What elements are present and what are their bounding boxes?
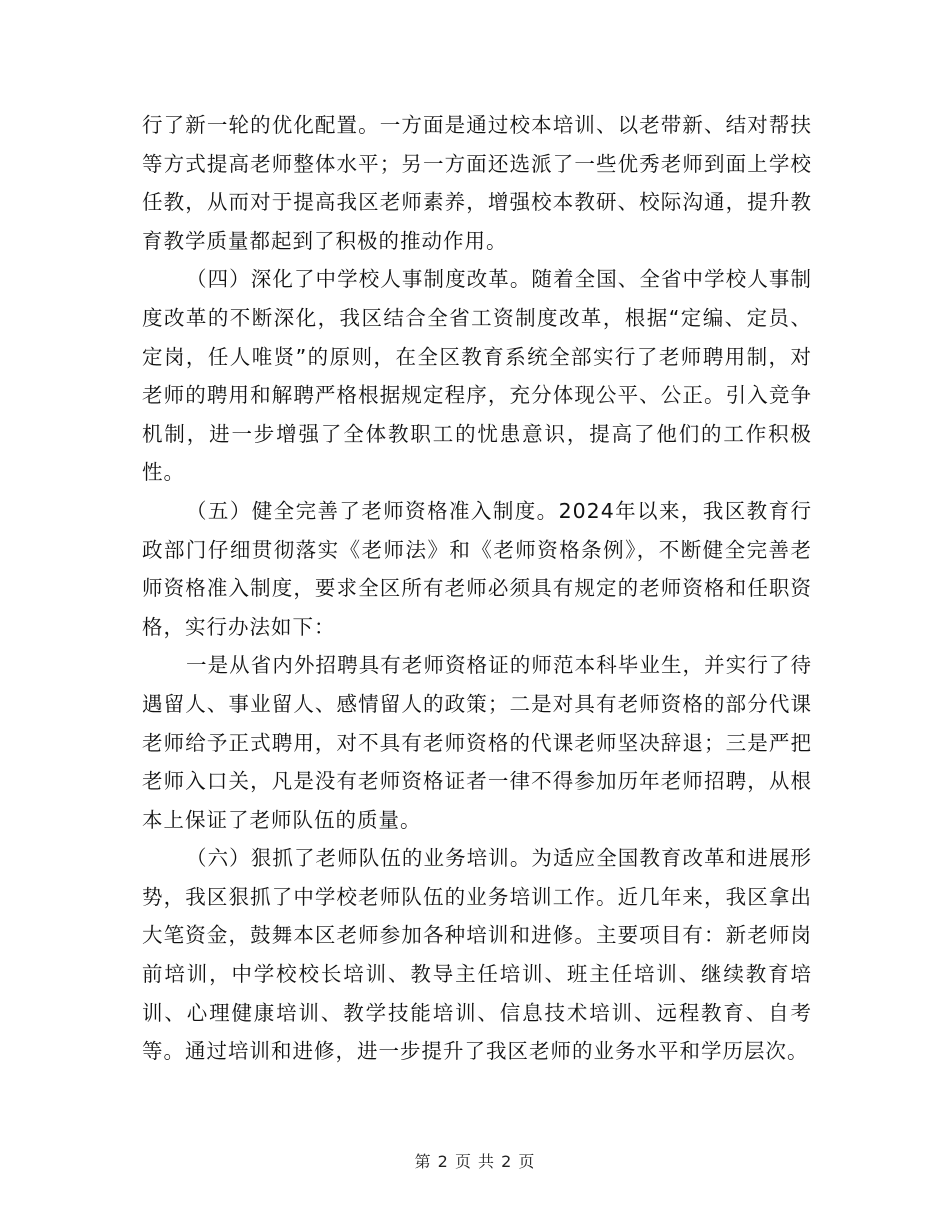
page-number-footer: 第 2 页 共 2 页 [414, 1152, 536, 1171]
paragraph-continuation: 行了新一轮的优化配置。一方面是通过校本培训、以老带新、结对帮扶等方式提高老师整体水平；另一方面还选派了一些优秀老师到面上学校任教，从而对于提高我区老师素养，增强校本教研、校际沟通，提升教育教学质量都起到了积极的推动作用。 [142, 113, 812, 253]
paragraph-section-four: （四）深化了中学校人事制度改革。随着全国、全省中学校人事制度改革的不断深化，我区结合全省工资制度改革，根据“定编、定员、定岗，任人唯贤”的原则，在全区教育系统全部实行了老师聘用制，对老师的聘用和解聘严格根据规定程序，充分体现公平、公正。引入竞争机制，进一步增强了全体教职工的忧患意识，提高了他们的工作积极性。 [142, 267, 812, 485]
paragraph-section-six: （六）狠抓了老师队伍的业务培训。为适应全国教育改革和进展形势，我区狠抓了中学校老师队伍的业务培训工作。近几年来，我区拿出大笔资金，鼓舞本区老师参加各种培训和进修。主要项目有：新老师岗前培训，中学校校长培训、教导主任培训、班主任培训、继续教育培训、心理健康培训、教学技能培训、信息技术培训、远程教育、自考等。通过培训和进修，进一步提升了我区老师的业务水平和学历层次。 [142, 846, 812, 1064]
document-body [142, 106, 812, 1071]
paragraph-measures: 一是从省内外招聘具有老师资格证的师范本科毕业生，并实行了待遇留人、事业留人、感情留人的政策；二是对具有老师资格的部分代课老师给予正式聘用，对不具有老师资格的代课老师坚决辞退；三是严把老师入口关，凡是没有老师资格证者一律不得参加历年老师招聘，从根本上保证了老师队伍的质量。 [142, 653, 812, 832]
paragraph-section-five: （五）健全完善了老师资格准入制度。2024年以来，我区教育行政部门仔细贯彻落实《老师法》和《老师资格条例》，不断健全完善老师资格准入制度，要求全区所有老师必须具有规定的老师资格和任职资格，实行办法如下： [142, 498, 812, 639]
